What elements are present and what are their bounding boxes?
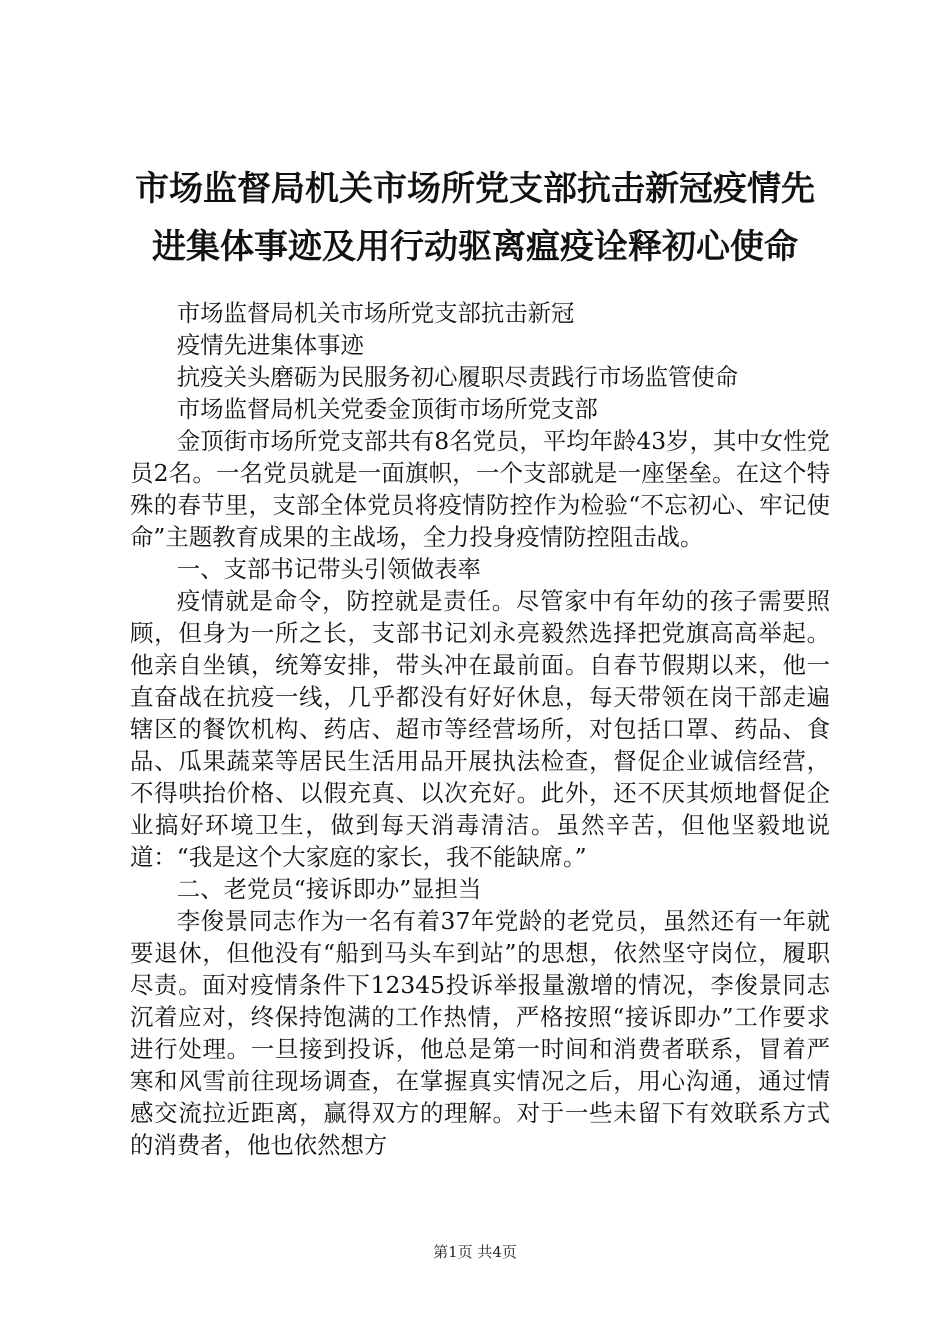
title-line-2: 进集体事迹及用行动驱离瘟疫诠释初心使命: [152, 227, 798, 267]
paragraph-1: 市场监督局机关市场所党支部抗击新冠: [176, 299, 575, 327]
section-heading-1: 一、支部书记带头引领做表率: [176, 555, 481, 583]
paragraph-7: 李俊景同志作为一名有着37年党龄的老党员，虽然还有一年就要退休，但他没有“船到马头车到站”的思想，依然坚守岗位，履职尽责。面对疫情条件下12345投诉举报量激增的情况，李俊景同志沉着应对，终保持饱满的工作热情，严格按照“接诉即办”工作要求进行处理。一旦接到投诉，他总是第一时间和消费者联系，冒着严寒和风雪前往现场调查，在掌握真实情况之后，用心沟通，通过情感交流拉近距离，赢得双方的理解。对于一些未留下有效联系方式的消费者，他也依然想方: [130, 907, 830, 1159]
paragraph-5: 金顶街市场所党支部共有8名党员，平均年龄43岁，其中女性党员2名。一名党员就是一面旗帜，一个支部就是一座堡垒。在这个特殊的春节里，支部全体党员将疫情防控作为检验“不忘初心、牢记使命”主题教育成果的主战场，全力投身疫情防控阻击战。: [130, 427, 830, 551]
section-heading-2: 二、老党员“接诉即办”显担当: [176, 875, 482, 903]
paragraph-6: 疫情就是命令，防控就是责任。尽管家中有年幼的孩子需要照顾，但身为一所之长，支部书记刘永亮毅然选择把党旗高高举起。他亲自坐镇，统筹安排，带头冲在最前面。自春节假期以来，他一直奋战在抗疫一线，几乎都没有好好休息，每天带领在岗干部走遍辖区的餐饮机构、药店、超市等经营场所，对包括口罩、药品、食品、瓜果蔬菜等居民生活用品开展执法检查，督促企业诚信经营，不得哄抬价格、以假充真、以次充好。此外，还不厌其烦地督促企业搞好环境卫生，做到每天消毒清洁。虽然辛苦，但他坚毅地说道：“我是这个大家庭的家长，我不能缺席。”: [130, 587, 830, 871]
paragraph-3: 抗疫关头磨砺为民服务初心履职尽责践行市场监管使命: [176, 363, 739, 391]
document-body: [130, 297, 830, 1161]
paragraph-4: 市场监督局机关党委金顶街市场所党支部: [176, 395, 598, 423]
document-title: [110, 160, 840, 276]
page-footer: 第1页 共4页: [433, 1243, 517, 1261]
paragraph-2: 疫情先进集体事迹: [176, 331, 364, 359]
title-line-1: 市场监督局机关市场所党支部抗击新冠疫情先: [135, 169, 815, 209]
